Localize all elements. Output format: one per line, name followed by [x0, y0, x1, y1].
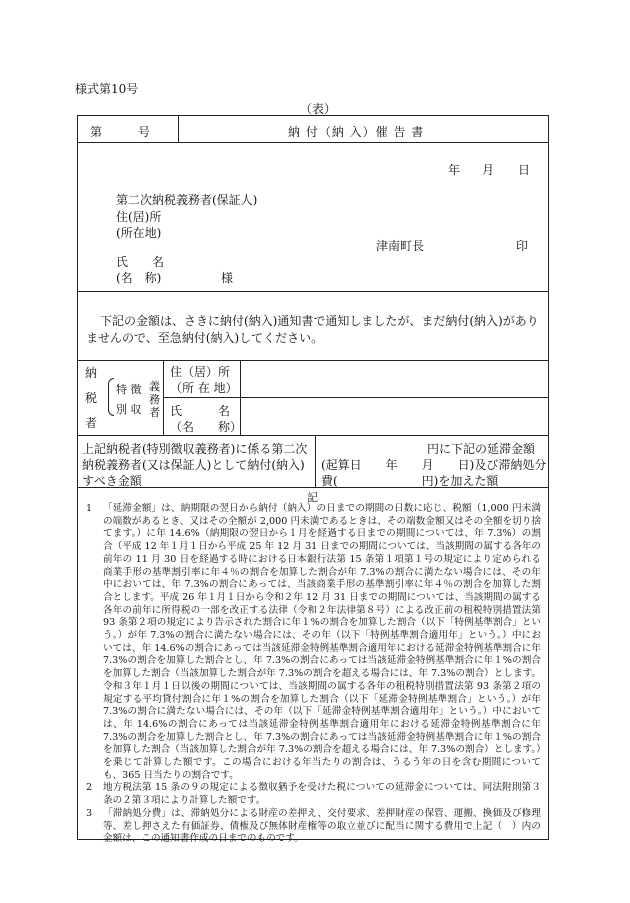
- note-number: 2: [86, 782, 93, 794]
- message-line-1: 下記の金額は、さきに納付(納入)通知書で通知しましたが、まだ納付(納入)があり: [100, 314, 539, 328]
- amount-left-line-1: 上記納税者(特別徴収義務者)に係る第二次: [82, 442, 308, 456]
- amount-left-line-2: 納税義務者(又は保証人)として納付(納入): [82, 458, 305, 472]
- issuer-name: 津南町長: [376, 239, 425, 253]
- collector-right-2: 務: [149, 393, 160, 406]
- divider: [78, 435, 548, 436]
- divider: [163, 397, 548, 398]
- collector-label-2: 別 収: [116, 403, 142, 416]
- note-item: [86, 503, 541, 782]
- payer-type: 第二次納税義務者(保証人): [116, 193, 258, 207]
- notes-list: [86, 503, 541, 846]
- date-day: 日: [518, 163, 531, 177]
- collector-bracket: [108, 378, 114, 416]
- divider: [178, 116, 179, 142]
- note-text: 「滞納処分費」は、滞納処分による財産の差押え、交付要求、差押財産の保管、運搬、換価及び修理等、差し押さえた有価証券、債権及び無体財産権等の取立並びに配当に関する費用で上記（ ）内の金額は、この通知書作成の日までのものです。: [103, 807, 541, 845]
- amount-right-line-1: 円に下記の延滞金額: [427, 442, 536, 456]
- taxpayer-name-label: 氏 名: [170, 404, 231, 418]
- collector-right-1: 義: [149, 380, 160, 393]
- note-item: [86, 808, 541, 846]
- honorific: 様: [221, 271, 234, 285]
- taxpayer-address-label: 住（居）所: [170, 365, 231, 379]
- taxpayer-char-2: 税: [85, 391, 98, 405]
- number-label: 第 号: [90, 125, 151, 139]
- note-text: 地方税法第 15 条の９の規定による徴収猶予を受けた税についての延滞金については、同法附則第３条の２第３項により計算した額です。: [103, 782, 541, 807]
- form-number: 様式第10号: [75, 82, 139, 96]
- note-number: 1: [86, 503, 93, 514]
- divider: [78, 291, 548, 292]
- recipient-name-sub: (名 称): [116, 271, 162, 285]
- date-year: 年: [448, 163, 461, 177]
- recipient-address-label: 住(居)所: [116, 210, 162, 224]
- divider: [78, 360, 548, 361]
- recipient-name-label: 氏 名: [116, 255, 165, 269]
- message-line-2: ませんので、至急納付(納入)してください。: [86, 331, 324, 345]
- note-number: 3: [86, 807, 93, 819]
- collector-label-1: 特 徴: [116, 383, 142, 396]
- seal-mark: 印: [516, 239, 529, 253]
- date-month: 月: [482, 163, 495, 177]
- taxpayer-name-sub: （名 称）: [170, 420, 243, 434]
- notes-heading: 記: [307, 491, 318, 504]
- form-title: 納 付（納 入）催 告 書: [288, 125, 425, 139]
- amount-right-line-3: 費( 円)を加えた額: [321, 474, 499, 488]
- taxpayer-char-3: 者: [85, 416, 98, 430]
- divider: [78, 142, 548, 143]
- divider: [78, 487, 548, 488]
- collector-right-3: 者: [149, 406, 160, 419]
- taxpayer-char-1: 納: [85, 366, 98, 380]
- amount-left-line-3: すべき金額: [82, 474, 142, 488]
- note-item: [86, 782, 541, 807]
- note-text: 「延滞金額」は、納期限の翌日から納付（納入）の日までの期間の日数に応じ、税額（1,000 円未満の端数があるとき、又はその全額が 2,000 円未満であるときは、その端数金額又はその全額を切り捨てます。）に年 14.6%（納期限の翌日から１月を経過する日までの期間については、年 7.3%）の割合（平成 12 年１月１日から平成 25 年 12 月 31 日までの期間については、当該期間の属する各年の前年の 11 月 30 日を経過する時における日本銀行法第 15 条第１項第１号の規定により定められる商業手形の基準割引率に年４％の割合を加算した割合が年 7.3%の割合に満たない場合には、その年中においては、年 7.3%の割合にあっては、当該商業手形の基準割引率に年４％の割合を加算した割合とします。平成 26 年１月１日から令和２年 12 月 31 日までの期間については、当該期間の属する各年の前年に所得税の一部を改正する法律（令和２年法律第８号）による改正前の租税特別措置法第 93 条第２項の規定により告示された割合に年１%の割合を加算した割合（以下「特例基準割合」という。）が年 7.3%の割合に満たない場合には、その年（以下「特例基準割合適用年」という。）中においては、年 14.6%の割合にあっては当該延滞金特例基準割合適用年における延滞金特例基準割合に年 7.3%の割合を加算した割合とし、年 7.3%の割合にあっては当該延滞金特例基準割合に年１%の割合を加算した割合（当該加算した割合が年 7.3%の割合を超える場合には、年 7.3%の割合）とします。令和３年１月１日以後の期間については、当該期間の属する各年の租税特別措置法第 93 条第２項の規定する平均貸付割合に年１%の割合を加算した割合（以下「延滞金特例基準割合」という。）が年 7.3%の割合に満たない場合には、その年（以下「延滞金特例基準割合適用年」という。）中においては、年 14.6%の割合にあっては当該延滞金特例基準割合適用年における延滞金特例基準割合に年 7.3%の割合を加算した割合とし、年 7.3%の割合にあっては当該延滞金特例基準割合に年１%の割合を加算した割合（当該加算した割合が年 7.3%の割合を超える場合には、年 7.3%の割合）とします。）を乗じて計算した額です。この場合における年当たりの割合は、うるう年の日を含む期間についても、365 日当たりの割合です。: [103, 503, 541, 781]
- notice-form: [77, 115, 549, 845]
- recipient-address-sub: (所在地): [116, 226, 162, 240]
- divider: [315, 435, 316, 487]
- side-label: （表）: [300, 102, 337, 116]
- amount-right-line-2: (起算日 年 月 日)及び滞納処分: [321, 458, 547, 472]
- taxpayer-address-sub: （所 在 地）: [170, 381, 238, 395]
